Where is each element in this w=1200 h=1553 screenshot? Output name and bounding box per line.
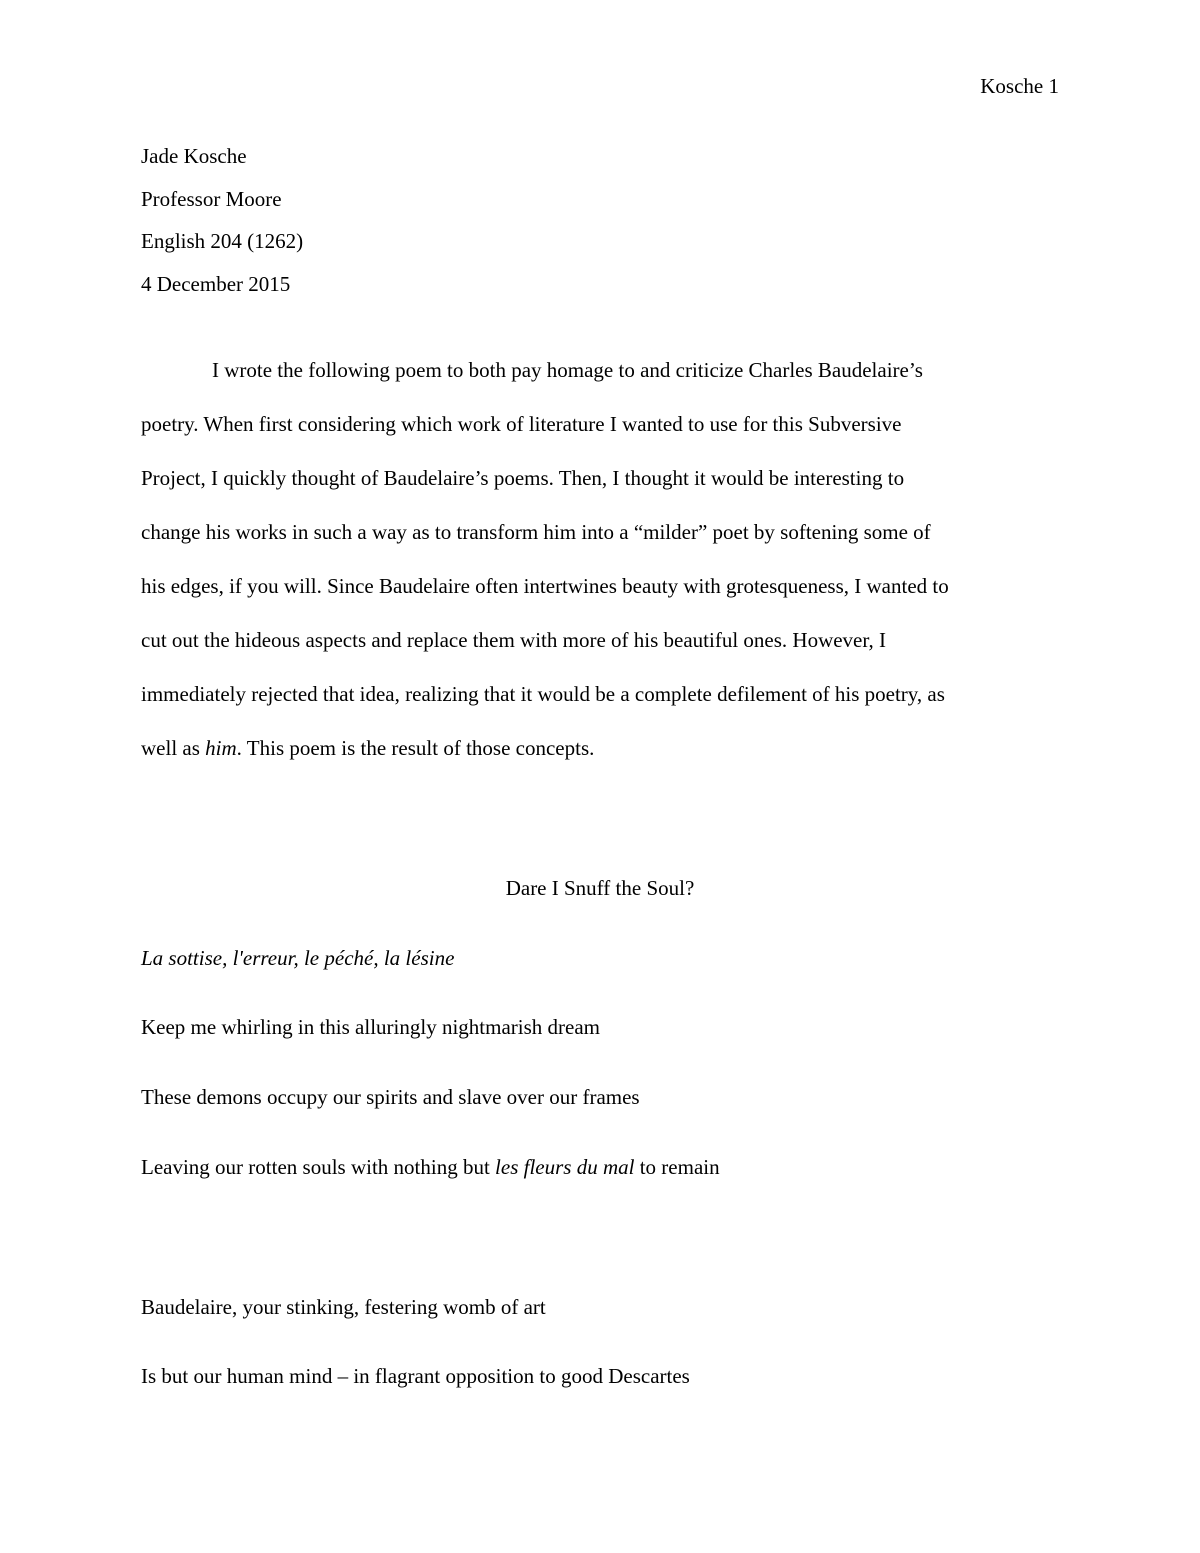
professor-name: Professor Moore bbox=[141, 187, 282, 211]
page-number-header: Kosche 1 bbox=[980, 74, 1059, 98]
course-name: English 204 (1262) bbox=[141, 229, 304, 253]
poem-line: These demons occupy our spirits and slave over our frames bbox=[141, 1085, 640, 1109]
essay-date: 4 December 2015 bbox=[141, 272, 291, 296]
poem-title: Dare I Snuff the Soul? bbox=[505, 876, 695, 900]
poem-line-prefix: Leaving our rotten souls with nothing but bbox=[141, 1155, 496, 1179]
intro-last-prefix: well as bbox=[141, 736, 206, 760]
intro-line: his edges, if you will. Since Baudelaire often intertwines beauty with grotesqueness, I wanted to bbox=[141, 574, 949, 598]
intro-line: cut out the hideous aspects and replace them with more of his beautiful ones. However, I bbox=[141, 628, 887, 652]
poem-line: Baudelaire, your stinking, festering womb of art bbox=[141, 1295, 546, 1319]
intro-last-line bbox=[141, 738, 594, 759]
poem-line: Keep me whirling in this alluringly nightmarish dream bbox=[141, 1015, 600, 1039]
intro-line: I wrote the following poem to both pay homage to and criticize Charles Baudelaire’s bbox=[212, 358, 923, 382]
intro-emphasis: him bbox=[205, 736, 237, 760]
poem-line: Is but our human mind – in flagrant opposition to good Descartes bbox=[141, 1364, 690, 1388]
poem-line-emphasis: les fleurs du mal bbox=[495, 1155, 635, 1179]
poem-line bbox=[141, 1157, 720, 1178]
author-name: Jade Kosche bbox=[141, 144, 247, 168]
intro-line: change his works in such a way as to transform him into a “milder” poet by softening some of bbox=[141, 520, 931, 544]
intro-last-suffix: . This poem is the result of those concepts. bbox=[236, 736, 595, 760]
poem-epigraph: La sottise, l'erreur, le péché, la lésine bbox=[141, 946, 455, 970]
intro-line: Project, I quickly thought of Baudelaire’s poems. Then, I thought it would be interesting to bbox=[141, 466, 905, 490]
intro-line: immediately rejected that idea, realizing that it would be a complete defilement of his poetry, as bbox=[141, 682, 945, 706]
intro-line: poetry. When first considering which work of literature I wanted to use for this Subversive bbox=[141, 412, 902, 436]
poem-line-suffix: to remain bbox=[634, 1155, 720, 1179]
